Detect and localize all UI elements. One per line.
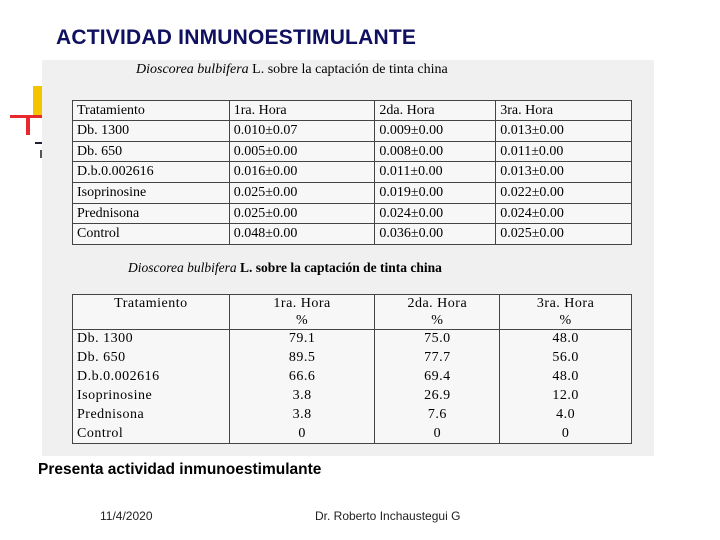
table-cell: D.b.0.002616 — [73, 162, 230, 183]
header-cell — [73, 295, 230, 330]
table-row — [73, 406, 632, 425]
table-cell: 48.0 — [500, 330, 632, 349]
footer-date: 11/4/2020 — [100, 509, 153, 523]
header-label: 1ra. Hora — [273, 296, 331, 311]
table-row — [73, 368, 632, 387]
table-cell: D.b.0.002616 — [73, 368, 230, 387]
table-cell: 0.022±0.00 — [496, 183, 632, 204]
table-cell: 4.0 — [500, 406, 632, 425]
table-cell: 0.005±0.00 — [229, 141, 375, 162]
table-cell: 0 — [500, 425, 632, 444]
header-cell: Tratamiento — [73, 101, 230, 121]
table-header-row — [73, 295, 632, 330]
table1-caption-rest: L. sobre la captación de tinta china — [248, 62, 448, 77]
table-cell: Db. 650 — [73, 349, 230, 368]
table-header-row — [73, 101, 632, 121]
table-row — [73, 121, 632, 142]
table-cell: Db. 1300 — [73, 121, 230, 142]
table-cell: 79.1 — [229, 330, 375, 349]
table-cell: 0.011±0.00 — [496, 141, 632, 162]
conclusion-text: Presenta actividad inmunoestimulante — [38, 461, 322, 478]
table-row — [73, 425, 632, 444]
table-cell: Isoprinosine — [73, 387, 230, 406]
table-cell: 7.6 — [375, 406, 500, 425]
header-label: Tratamiento — [114, 296, 188, 311]
header-cell: 2da. Hora — [375, 101, 496, 121]
header-cell — [500, 295, 632, 330]
table-row — [73, 203, 632, 224]
table-row — [73, 224, 632, 245]
table-cell: 0.013±0.00 — [496, 121, 632, 142]
table-cell: 0 — [229, 425, 375, 444]
percentage-table — [72, 294, 632, 444]
table2-caption-species: Dioscorea bulbifera — [128, 260, 237, 275]
table-cell: 0.013±0.00 — [496, 162, 632, 183]
table-cell: 0.019±0.00 — [375, 183, 496, 204]
table-cell: 0.024±0.00 — [496, 203, 632, 224]
table-cell: Prednisona — [73, 203, 230, 224]
table-cell: 0.036±0.00 — [375, 224, 496, 245]
table-cell: Isoprinosine — [73, 183, 230, 204]
table-cell: 0.011±0.00 — [375, 162, 496, 183]
table-cell: 0.009±0.00 — [375, 121, 496, 142]
scanned-tables-image — [42, 60, 654, 456]
table-cell: 0.025±0.00 — [229, 203, 375, 224]
table-cell: 48.0 — [500, 368, 632, 387]
table-cell: Prednisona — [73, 406, 230, 425]
table-cell: 0.010±0.07 — [229, 121, 375, 142]
table1-caption-species: Dioscorea bulbifera — [136, 62, 249, 77]
header-label: 2da. Hora — [407, 296, 468, 311]
table-row — [73, 162, 632, 183]
header-label: 3ra. Hora — [536, 296, 595, 311]
table-row — [73, 141, 632, 162]
header-cell: 1ra. Hora — [229, 101, 375, 121]
header-unit: % — [559, 313, 572, 328]
table-cell: Db. 650 — [73, 141, 230, 162]
table-cell: 12.0 — [500, 387, 632, 406]
decorative-red-bar — [26, 115, 30, 135]
table-cell: 0.008±0.00 — [375, 141, 496, 162]
table-cell: 3.8 — [229, 406, 375, 425]
absorbance-table — [72, 100, 632, 245]
table-cell: 0.016±0.00 — [229, 162, 375, 183]
table-cell: 89.5 — [229, 349, 375, 368]
table-cell: Control — [73, 425, 230, 444]
table-cell: 69.4 — [375, 368, 500, 387]
table2-caption — [42, 260, 654, 276]
table-row — [73, 183, 632, 204]
table2-caption-rest: L. sobre la captación de tinta china — [236, 260, 442, 275]
table-cell: 0.024±0.00 — [375, 203, 496, 224]
slide-title: ACTIVIDAD INMUNOESTIMULANTE — [56, 26, 417, 49]
table-cell: 3.8 — [229, 387, 375, 406]
table1-caption — [72, 62, 684, 78]
table-row — [73, 387, 632, 406]
table-cell: 26.9 — [375, 387, 500, 406]
table-cell: 0 — [375, 425, 500, 444]
table-cell: 75.0 — [375, 330, 500, 349]
table-cell: 0.048±0.00 — [229, 224, 375, 245]
table-cell: 77.7 — [375, 349, 500, 368]
header-unit: % — [431, 313, 444, 328]
table-cell: 0.025±0.00 — [496, 224, 632, 245]
table-row — [73, 330, 632, 349]
header-cell: 3ra. Hora — [496, 101, 632, 121]
table-cell: Db. 1300 — [73, 330, 230, 349]
footer-author: Dr. Roberto Inchaustegui G — [315, 509, 461, 523]
table-row — [73, 349, 632, 368]
header-cell — [375, 295, 500, 330]
table-cell: 66.6 — [229, 368, 375, 387]
header-cell — [229, 295, 375, 330]
table-cell: Control — [73, 224, 230, 245]
table-cell: 0.025±0.00 — [229, 183, 375, 204]
table-cell: 56.0 — [500, 349, 632, 368]
header-unit: % — [296, 313, 309, 328]
